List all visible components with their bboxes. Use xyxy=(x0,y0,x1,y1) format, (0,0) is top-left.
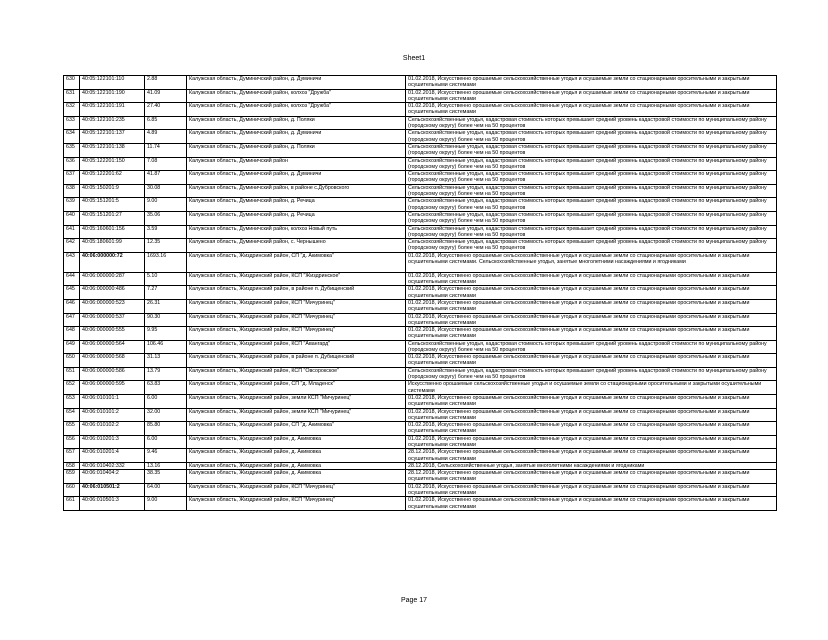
area-cell: 106.46 xyxy=(145,340,187,354)
description-cell: Сельскохозяйственные угодья, кадастровая стоимость которых превышает средний уровень кадастровой стоимости по муниципальному району (городскому округу) более чем на 50 процентов xyxy=(406,116,777,130)
description-cell: 01.02.2018, Искусственно орошаемые сельскохозяйственные угодья и осушаемые земли со стационарными оросительными и закрытыми осушительными системами xyxy=(406,89,777,103)
description-cell: Сельскохозяйственные угодья, кадастровая стоимость которых превышает средний уровень кадастровой стоимости по муниципальному району (городскому округу) более чем на 50 процентов xyxy=(406,171,777,185)
cadastral-number-cell: 40:06:000000:555 xyxy=(80,327,145,341)
cadastral-number-cell: 40:06:010101:2 xyxy=(80,408,145,422)
address-cell: Калужская область, Жиздринский район, КСП "Мичуринец" xyxy=(187,483,406,497)
area-cell: 30.08 xyxy=(145,184,187,198)
description-cell: 01.02.2018, Искусственно орошаемые сельскохозяйственные угодья и осушаемые земли со стационарными оросительными и закрытыми осушительными системами xyxy=(406,422,777,436)
description-cell: 01.02.2018, Искусственно орошаемые сельскохозяйственные угодья и осушаемые земли со стационарными оросительными и закрытыми осушительными системами xyxy=(406,354,777,368)
row-number-cell: 640 xyxy=(64,211,80,225)
cadastral-number-cell: 40:05:122201:150 xyxy=(80,157,145,171)
table-row xyxy=(64,130,777,144)
area-cell: 13.79 xyxy=(145,367,187,381)
cadastral-number-cell: 40:05:122101:110 xyxy=(80,76,145,90)
area-cell: 9.00 xyxy=(145,198,187,212)
area-cell: 9.46 xyxy=(145,449,187,463)
area-cell: 38.35 xyxy=(145,470,187,484)
row-number-cell: 651 xyxy=(64,367,80,381)
area-cell: 27.40 xyxy=(145,103,187,117)
description-cell: 28.12.2018, Искусственно орошаемые сельскохозяйственные угодья и осушаемые земли со стационарными оросительными и закрытыми осушительными системами xyxy=(406,470,777,484)
description-cell: 01.02.2018, Искусственно орошаемые сельскохозяйственные угодья и осушаемые земли со стационарными оросительными и закрытыми осушительными системами xyxy=(406,313,777,327)
table-row xyxy=(64,143,777,157)
description-cell: Сельскохозяйственные угодья, кадастровая стоимость которых превышает средний уровень кадастровой стоимости по муниципальному району (городскому округу) более чем на 50 процентов xyxy=(406,157,777,171)
area-cell: 13.16 xyxy=(145,463,187,470)
cadastral-number-cell: 40:05:150201:9 xyxy=(80,184,145,198)
address-cell: Калужская область, Думиничский район, колхоз "Дружба" xyxy=(187,103,406,117)
description-cell: 01.02.2018, Искусственно орошаемые сельскохозяйственные угодья и осушаемые земли со стационарными оросительными и закрытыми осушительными системами. Сельскохозяйственные угодья, занятые многолетними насаждениями и ягодниками xyxy=(406,252,777,272)
page-number: Page 17 xyxy=(400,597,428,604)
cadastral-number-cell: 40:06:000000:564 xyxy=(80,340,145,354)
cadastral-number-cell: 40:06:000000:537 xyxy=(80,313,145,327)
table-row xyxy=(64,354,777,368)
table-row xyxy=(64,286,777,300)
cadastral-number-cell: 40:05:122101:235 xyxy=(80,116,145,130)
table-row xyxy=(64,239,777,253)
area-cell: 32.00 xyxy=(145,408,187,422)
address-cell: Калужская область, Думиничский район, колхоз "Дружба" xyxy=(187,89,406,103)
row-number-cell: 642 xyxy=(64,239,80,253)
row-number-cell: 656 xyxy=(64,435,80,449)
table-row xyxy=(64,157,777,171)
description-cell: 28.12.2018, Сельскохозяйственные угодья, занятые многолетними насаждениями и ягодниками xyxy=(406,463,777,470)
area-cell: 9.95 xyxy=(145,327,187,341)
area-cell: 85.80 xyxy=(145,422,187,436)
area-cell: 11.74 xyxy=(145,143,187,157)
row-number-cell: 649 xyxy=(64,340,80,354)
table-row xyxy=(64,483,777,497)
address-cell: Калужская область, Жиздринский район, КСП "Жиздринское" xyxy=(187,272,406,286)
cadastral-number-cell: 40:05:180601:99 xyxy=(80,239,145,253)
cadastral-number-cell: 40:05:151201:5 xyxy=(80,198,145,212)
address-cell: Калужская область, Жиздринский район, КСП "Мичуринец" xyxy=(187,497,406,511)
area-cell: 6.00 xyxy=(145,435,187,449)
sheet-title: Sheet1 xyxy=(402,55,426,62)
address-cell: Калужская область, Жиздринский район, в районе п. Дубищенский xyxy=(187,354,406,368)
row-number-cell: 641 xyxy=(64,225,80,239)
address-cell: Калужская область, Думиничский район, д. Речица xyxy=(187,198,406,212)
row-number-cell: 652 xyxy=(64,381,80,395)
row-number-cell: 648 xyxy=(64,327,80,341)
description-cell: 01.02.2018, Искусственно орошаемые сельскохозяйственные угодья и осушаемые земли со стационарными оросительными и закрытыми осушительными системами xyxy=(406,497,777,511)
table-row xyxy=(64,211,777,225)
cadastral-number-cell: 40:06:010101:1 xyxy=(80,395,145,409)
address-cell: Калужская область, Думиничский район xyxy=(187,157,406,171)
row-number-cell: 659 xyxy=(64,470,80,484)
area-cell: 5.10 xyxy=(145,272,187,286)
table-row xyxy=(64,463,777,470)
address-cell: Калужская область, Жиздринский район, д. Акимовка xyxy=(187,435,406,449)
description-cell: Сельскохозяйственные угодья, кадастровая стоимость которых превышает средний уровень кадастровой стоимости по муниципальному району (городскому округу) более чем на 50 процентов xyxy=(406,143,777,157)
description-cell: Сельскохозяйственные угодья, кадастровая стоимость которых превышает средний уровень кадастровой стоимости по муниципальному району (городскому округу) более чем на 50 процентов xyxy=(406,211,777,225)
area-cell: 63.83 xyxy=(145,381,187,395)
row-number-cell: 634 xyxy=(64,130,80,144)
area-cell: 2.88 xyxy=(145,76,187,90)
description-cell: Искусственно орошаемые сельскохозяйственные угодья и осушаемые земли со стационарными оросительными и закрытыми осушительными системами xyxy=(406,381,777,395)
row-number-cell: 658 xyxy=(64,463,80,470)
land-registry-table xyxy=(63,75,777,511)
area-cell: 35.06 xyxy=(145,211,187,225)
cadastral-number-cell: 40:06:010102:2 xyxy=(80,422,145,436)
address-cell: Калужская область, Думиничский район, д. Думиничи xyxy=(187,76,406,90)
cadastral-number-cell: 40:06:010201:4 xyxy=(80,449,145,463)
address-cell: Калужская область, Думиничский район, с. Чернышено xyxy=(187,239,406,253)
address-cell: Калужская область, Жиздринский район, КСП "Авангард" xyxy=(187,340,406,354)
cadastral-number-cell: 40:06:000000:568 xyxy=(80,354,145,368)
description-cell: 01.02.2018, Искусственно орошаемые сельскохозяйственные угодья и осушаемые земли со стационарными оросительными и закрытыми осушительными системами xyxy=(406,76,777,90)
description-cell: 01.02.2018, Искусственно орошаемые сельскохозяйственные угодья и осушаемые земли со стационарными оросительными и закрытыми осушительными системами xyxy=(406,435,777,449)
description-cell: 28.12.2018, Искусственно орошаемые сельскохозяйственные угодья и осушаемые земли со стационарными оросительными и закрытыми осушительными системами xyxy=(406,449,777,463)
area-cell: 12.35 xyxy=(145,239,187,253)
description-cell: Сельскохозяйственные угодья, кадастровая стоимость которых превышает средний уровень кадастровой стоимости по муниципальному району (городскому округу) более чем на 50 процентов xyxy=(406,184,777,198)
description-cell: Сельскохозяйственные угодья, кадастровая стоимость которых превышает средний уровень кадастровой стоимости по муниципальному району (городскому округу) более чем на 50 процентов xyxy=(406,239,777,253)
table-row xyxy=(64,313,777,327)
address-cell: Калужская область, Жиздринский район, СП "д. Акимовка" xyxy=(187,252,406,272)
cadastral-number-cell: 40:06:000000:523 xyxy=(80,299,145,313)
table-row xyxy=(64,327,777,341)
row-number-cell: 645 xyxy=(64,286,80,300)
cadastral-number-cell: 40:06:000000:486 xyxy=(80,286,145,300)
row-number-cell: 632 xyxy=(64,103,80,117)
table-row xyxy=(64,252,777,272)
table-row xyxy=(64,340,777,354)
address-cell: Калужская область, Думиничский район, д. Думиничи xyxy=(187,171,406,185)
address-cell: Калужская область, Жиздринский район, СП "д. Акимовка" xyxy=(187,422,406,436)
table-row xyxy=(64,497,777,511)
cadastral-number-cell: 40:05:122101:190 xyxy=(80,89,145,103)
cadastral-number-cell: 40:06:010201:3 xyxy=(80,435,145,449)
table-row xyxy=(64,422,777,436)
area-cell: 31.13 xyxy=(145,354,187,368)
row-number-cell: 644 xyxy=(64,272,80,286)
cadastral-number-cell: 40:06:010501:3 xyxy=(80,497,145,511)
cadastral-number-cell: 40:05:122101:191 xyxy=(80,103,145,117)
table-row xyxy=(64,116,777,130)
area-cell: 7.27 xyxy=(145,286,187,300)
description-cell: 01.02.2018, Искусственно орошаемые сельскохозяйственные угодья и осушаемые земли со стационарными оросительными и закрытыми осушительными системами xyxy=(406,103,777,117)
area-cell: 26.31 xyxy=(145,299,187,313)
cadastral-number-cell: 40:05:122201:62 xyxy=(80,171,145,185)
description-cell: 01.02.2018, Искусственно орошаемые сельскохозяйственные угодья и осушаемые земли со стационарными оросительными и закрытыми осушительными системами xyxy=(406,408,777,422)
table-row xyxy=(64,381,777,395)
table-row xyxy=(64,103,777,117)
area-cell: 1693.16 xyxy=(145,252,187,272)
table-row xyxy=(64,299,777,313)
row-number-cell: 631 xyxy=(64,89,80,103)
row-number-cell: 654 xyxy=(64,408,80,422)
cadastral-number-cell: 40:06:000000:586 xyxy=(80,367,145,381)
address-cell: Калужская область, Жиздринский район, земли КСП "Мичуринец" xyxy=(187,395,406,409)
description-cell: 01.02.2018, Искусственно орошаемые сельскохозяйственные угодья и осушаемые земли со стационарными оросительными и закрытыми осушительными системами xyxy=(406,286,777,300)
row-number-cell: 636 xyxy=(64,157,80,171)
area-cell: 6.00 xyxy=(145,395,187,409)
area-cell: 90.30 xyxy=(145,313,187,327)
address-cell: Калужская область, Думиничский район, д. Речица xyxy=(187,211,406,225)
area-cell: 4.89 xyxy=(145,130,187,144)
area-cell: 9.00 xyxy=(145,497,187,511)
cadastral-number-cell: 40:06:000000:72 xyxy=(80,252,145,272)
description-cell: Сельскохозяйственные угодья, кадастровая стоимость которых превышает средний уровень кадастровой стоимости по муниципальному району (городскому округу) более чем на 50 процентов xyxy=(406,130,777,144)
description-cell: 01.02.2018, Искусственно орошаемые сельскохозяйственные угодья и осушаемые земли со стационарными оросительными и закрытыми осушительными системами xyxy=(406,299,777,313)
table-body xyxy=(64,76,777,511)
table-row xyxy=(64,184,777,198)
row-number-cell: 647 xyxy=(64,313,80,327)
row-number-cell: 633 xyxy=(64,116,80,130)
table-row xyxy=(64,171,777,185)
row-number-cell: 638 xyxy=(64,184,80,198)
address-cell: Калужская область, Жиздринский район, д. Акимовка xyxy=(187,470,406,484)
cadastral-number-cell: 40:06:010404:2 xyxy=(80,470,145,484)
address-cell: Калужская область, Жиздринский район, д. Акимовка xyxy=(187,463,406,470)
table-row xyxy=(64,367,777,381)
table-row xyxy=(64,395,777,409)
table-row xyxy=(64,435,777,449)
row-number-cell: 655 xyxy=(64,422,80,436)
description-cell: 01.02.2018, Искусственно орошаемые сельскохозяйственные угодья и осушаемые земли со стационарными оросительными и закрытыми осушительными системами xyxy=(406,272,777,286)
address-cell: Калужская область, Жиздринский район, КСП "Мичуринец" xyxy=(187,313,406,327)
row-number-cell: 639 xyxy=(64,198,80,212)
description-cell: 01.02.2018, Искусственно орошаемые сельскохозяйственные угодья и осушаемые земли со стационарными оросительными и закрытыми осушительными системами xyxy=(406,327,777,341)
area-cell: 7.08 xyxy=(145,157,187,171)
description-cell: Сельскохозяйственные угодья, кадастровая стоимость которых превышает средний уровень кадастровой стоимости по муниципальному району (городскому округу) более чем на 50 процентов xyxy=(406,367,777,381)
row-number-cell: 661 xyxy=(64,497,80,511)
table-row xyxy=(64,198,777,212)
cadastral-number-cell: 40:06:010501:2 xyxy=(80,483,145,497)
cadastral-number-cell: 40:05:160601:156 xyxy=(80,225,145,239)
area-cell: 41.87 xyxy=(145,171,187,185)
row-number-cell: 646 xyxy=(64,299,80,313)
cadastral-number-cell: 40:05:151201:27 xyxy=(80,211,145,225)
table-row xyxy=(64,408,777,422)
row-number-cell: 653 xyxy=(64,395,80,409)
table-row xyxy=(64,272,777,286)
table-row xyxy=(64,225,777,239)
address-cell: Калужская область, Думиничский район, в районе с.Дубровского xyxy=(187,184,406,198)
address-cell: Калужская область, Думиничский район, д. Думиничи xyxy=(187,130,406,144)
area-cell: 6.85 xyxy=(145,116,187,130)
address-cell: Калужская область, Жиздринский район, земли КСП "Мичуринец" xyxy=(187,408,406,422)
description-cell: Сельскохозяйственные угодья, кадастровая стоимость которых превышает средний уровень кадастровой стоимости по муниципальному району (городскому округу) более чем на 50 процентов xyxy=(406,340,777,354)
description-cell: 01.02.2018, Искусственно орошаемые сельскохозяйственные угодья и осушаемые земли со стационарными оросительными и закрытыми осушительными системами xyxy=(406,395,777,409)
cadastral-number-cell: 40:06:000000:287 xyxy=(80,272,145,286)
row-number-cell: 650 xyxy=(64,354,80,368)
address-cell: Калужская область, Жиздринский район, д. Акимовка xyxy=(187,449,406,463)
row-number-cell: 637 xyxy=(64,171,80,185)
address-cell: Калужская область, Жиздринский район, КСП "Мичуринец" xyxy=(187,299,406,313)
table-row xyxy=(64,449,777,463)
row-number-cell: 657 xyxy=(64,449,80,463)
area-cell: 3.59 xyxy=(145,225,187,239)
area-cell: 64.00 xyxy=(145,483,187,497)
table-row xyxy=(64,470,777,484)
address-cell: Калужская область, Жиздринский район, КСП "Мичуринец" xyxy=(187,327,406,341)
description-cell: Сельскохозяйственные угодья, кадастровая стоимость которых превышает средний уровень кадастровой стоимости по муниципальному району (городскому округу) более чем на 50 процентов xyxy=(406,198,777,212)
address-cell: Калужская область, Жиздринский район, в районе п. Дубищенский xyxy=(187,286,406,300)
address-cell: Калужская область, Думиничский район, колхоз Новый путь xyxy=(187,225,406,239)
cadastral-number-cell: 40:06:010402:332 xyxy=(80,463,145,470)
table-row xyxy=(64,89,777,103)
cadastral-number-cell: 40:05:122101:137 xyxy=(80,130,145,144)
address-cell: Калужская область, Жиздринский район, СП "д. Младенск" xyxy=(187,381,406,395)
cadastral-number-cell: 40:05:122101:138 xyxy=(80,143,145,157)
address-cell: Калужская область, Думиничский район, д. Поляки xyxy=(187,116,406,130)
row-number-cell: 635 xyxy=(64,143,80,157)
row-number-cell: 630 xyxy=(64,76,80,90)
description-cell: Сельскохозяйственные угодья, кадастровая стоимость которых превышает средний уровень кадастровой стоимости по муниципальному району (городскому округу) более чем на 50 процентов xyxy=(406,225,777,239)
row-number-cell: 643 xyxy=(64,252,80,272)
address-cell: Калужская область, Думиничский район, д. Поляки xyxy=(187,143,406,157)
cadastral-number-cell: 40:06:000000:595 xyxy=(80,381,145,395)
table-row xyxy=(64,76,777,90)
address-cell: Калужская область, Жиздринский район, КСП "Овсорокское" xyxy=(187,367,406,381)
area-cell: 41.09 xyxy=(145,89,187,103)
row-number-cell: 660 xyxy=(64,483,80,497)
description-cell: 01.02.2018, Искусственно орошаемые сельскохозяйственные угодья и осушаемые земли со стационарными оросительными и закрытыми осушительными системами xyxy=(406,483,777,497)
